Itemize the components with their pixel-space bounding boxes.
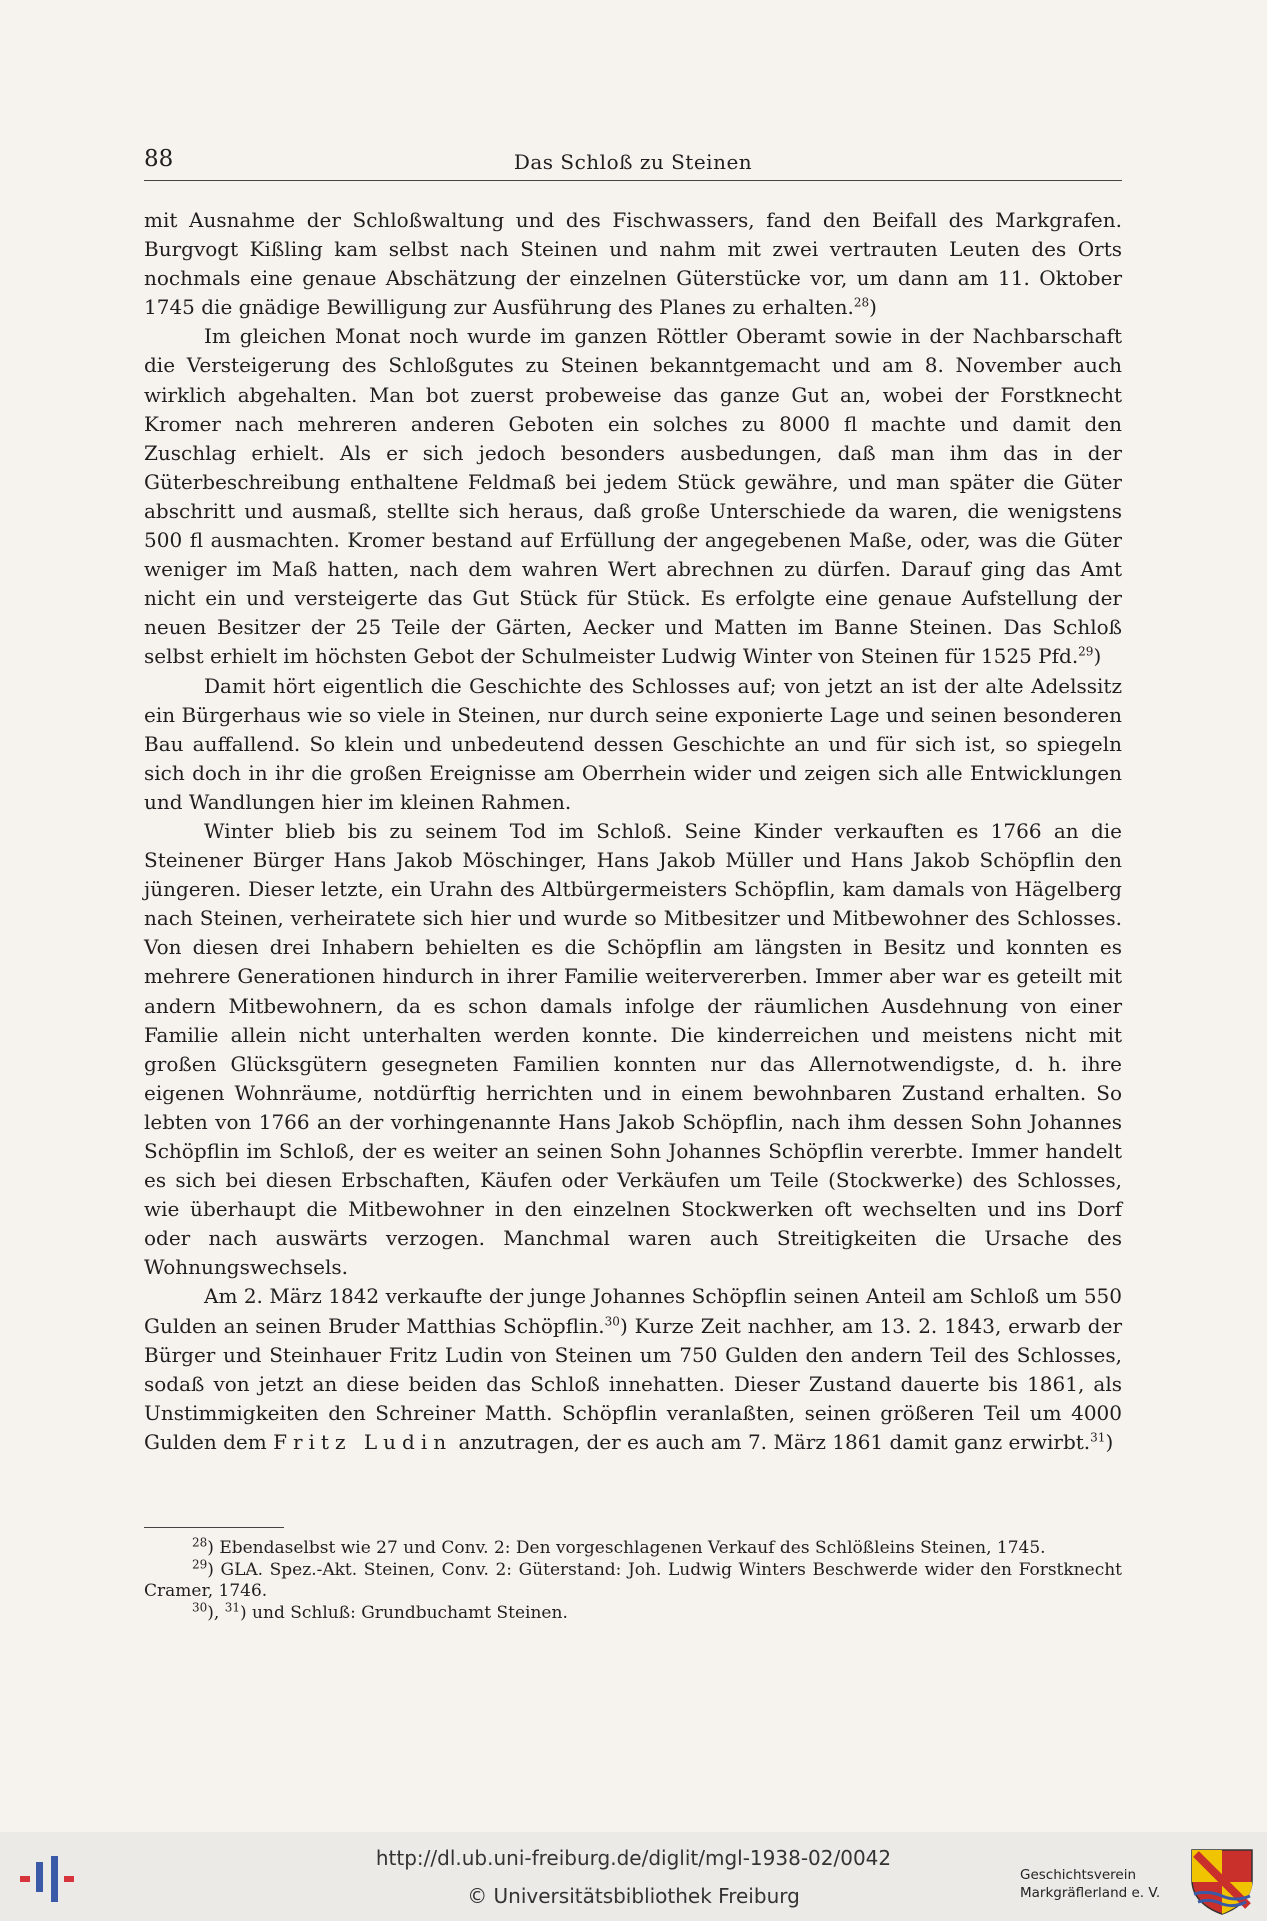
paragraph: Damit hört eigentlich die Geschichte des Schlosses auf; von jetzt an ist der alte Adelssitz ein Bürgerhaus wie so viele in Steinen, nur durch seine exponierte Lage und seinen besonderen Bau auffallend. So klein und unbedeutend dessen Geschichte an und für sich ist, so spiegeln sich doch in ihr die großen Ereignisse am Oberrhein wider und zeigen sich alle Entwicklungen und Wandlungen hier im kleinen Rahmen. xyxy=(144,673,1122,814)
viewer-footer xyxy=(0,1832,1267,1921)
footnote: $^{30}$), $^{31}$) und Schluß: Grundbuchamt Steinen. xyxy=(192,1600,568,1624)
footnotes xyxy=(144,1535,1122,1625)
footnote-ref: 31 xyxy=(1090,1430,1106,1445)
footnote-divider xyxy=(144,1527,284,1528)
footnote: $^{29}$) GLA. Spez.-Akt. Steinen, Conv. 2: Güterstand: Joh. Ludwig Winters Beschwerde wider den Forstknecht Cramer, 1746. xyxy=(144,1557,1122,1602)
paragraph: mit Ausnahme der Schloßwaltung und des Fischwassers, fand den Beifall des Markgrafen. Burgvogt Kißling kam selbst nach Steinen und nahm mit zwei vertrauten Leuten des Orts nochmals eine genaue Abschätzung der einzelnen Güterstücke vor, um dann am 11. Oktober 1745 die gnädige Bewilligung zur Ausführung des Planes zu erhalten.$^{28}$) xyxy=(144,208,1122,320)
footnote-ref: 29 xyxy=(1078,644,1094,659)
footnote: $^{28}$) Ebendaselbst wie 27 und Conv. 2: Den vorgeschlagenen Verkauf des Schlößleins Steinen, 1745. xyxy=(192,1535,1046,1558)
footnote-ref: 30 xyxy=(604,1313,620,1328)
paragraph: Winter blieb bis zu seinem Tod im Schloß. Seine Kinder verkauften es 1766 an die Steinener Bürger Hans Jakob Möschinger, Hans Jakob Müller und Hans Jakob Schöpflin den jüngeren. Dieser letzte, ein Urahn des Altbürgermeisters Schöpflin, kam damals von Hägelberg nach Steinen, verheiratete sich hier und wurde so Mitbesitzer und Mitbewohner des Schlosses. Von diesen drei Inhabern behielten es die Schöpflin am längsten in Besitz und konnten es mehrere Generationen hindurch in ihrer Familie weitervererben. Immer aber war es geteilt mit andern Mitbewohnern, da es schon damals infolge der räumlichen Ausdehnung von einer Familie allein nicht unterhalten werden konnte. Die kinderreichen und meistens nicht mit großen Glücksgütern gesegneten Familien konnten nur das Allernotwendigste, d. h. ihre eigenen Wohnräume, notdürftig herrichten und in einem bewohnbaren Zustand erhalten. So lebten von 1766 an der vorhingenannte Hans Jakob Schöpflin, nach ihm dessen Sohn Johannes Schöpflin im Schloß, der es weiter an seinen Sohn Johannes Schöpflin vererbte. Immer handelt es sich bei diesen Erbschaften, Käufen oder Verkäufen um Teile (Stockwerke) des Schlosses, wie überhaupt die Mitbewohner in den einzelnen Stockwerken oft wechselten und ins Dorf oder nach auswärts verzogen. Manchmal waren auch Streitigkeiten die Ursache des Wohnungswechsels. xyxy=(144,818,1122,1280)
paragraph: Am 2. März 1842 verkaufte der junge Johannes Schöpflin seinen Anteil am Schloß um 550 Gulden an seinen Bruder Matthias Schöpflin.$^{30}$) Kurze Zeit nachher, am 13. 2. 1843, erwarb der Bürger und Steinhauer Fritz Ludin von Steinen um 750 Gulden den andern Teil des Schlosses, sodaß von jetzt an diese beiden das Schloß innehatten. Dieser Zustand dauerte bis 1861, als Unstimmigkeiten den Schreiner Matth. Schöpflin veranlaßten, seinen größeren Teil um 4000 Gulden dem Fritz Ludin anzutragen, der es auch am 7. März 1861 damit ganz erwirbt.$^{31}$) xyxy=(144,1284,1123,1454)
body-text xyxy=(144,206,1122,1457)
page-url-link[interactable]: http://dl.ub.uni-freiburg.de/diglit/mgl-1938-02/0042 xyxy=(375,1846,892,1870)
copyright-notice: © Universitätsbibliothek Freiburg xyxy=(467,1884,800,1908)
coat-of-arms-icon xyxy=(1188,1846,1256,1916)
running-title: Das Schloß zu Steinen xyxy=(513,150,753,174)
society-name: Geschichtsverein Markgräflerland e. V. xyxy=(1020,1867,1161,1901)
spaced-name: Fritz Ludin xyxy=(273,1429,453,1454)
paragraph: Im gleichen Monat noch wurde im ganzen Röttler Oberamt sowie in der Nachbarschaft die Versteigerung des Schloßgutes zu Steinen bekanntgemacht und am 8. November auch wirklich abgehalten. Man bot zuerst probeweise das ganze Gut an, wobei der Forstknecht Kromer nach mehreren anderen Geboten ein solches zu 8000 fl machte und damit den Zuschlag erhielt. Als er sich jedoch besonders ausbedungen, daß man ihm das in der Güterbeschreibung enthaltene Feldmaß bei jedem Stück gewähre, und man später die Güter abschritt und ausmaß, stellte sich heraus, daß große Unterschiede da waren, die wenigstens 500 fl ausmachten. Kromer bestand auf Erfüllung der angegebenen Maße, oder, was die Güter weniger im Maß hatten, nach dem wahren Wert abrechnen zu dürfen. Darauf ging das Amt nicht ein und versteigerte das Gut Stück für Stück. Es erfolgte eine genaue Aufstellung der neuen Besitzer der 25 Teile der Gärten, Aecker und Matten im Banne Steinen. Das Schloß selbst erhielt im höchsten Gebot der Schulmeister Ludwig Winter von Steinen für 1525 Pfd.$^{29}$) xyxy=(144,324,1122,669)
page-header xyxy=(144,146,1122,181)
footnote-ref: 28 xyxy=(853,295,870,310)
page-number: 88 xyxy=(144,146,174,172)
